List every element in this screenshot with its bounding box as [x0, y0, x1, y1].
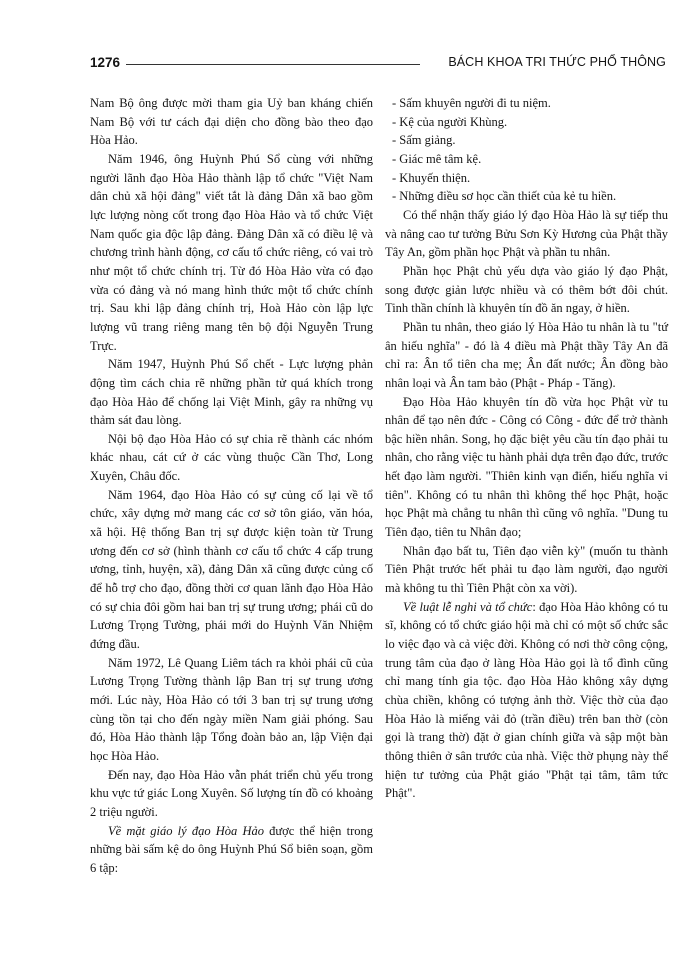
paragraph: Nam Bộ ông được mời tham gia Uỷ ban kháng chiến Nam Bộ với tư cách đại diện cho đồng bào theo đạo Hòa Hảo.	[90, 96, 373, 148]
page-number: 1276	[90, 55, 121, 70]
header-rule	[126, 64, 420, 65]
paragraph: Đạo Hòa Hảo khuyên tín đồ vừa học Phật vừ tu nhân để tạo nên đức - Công có Công - đức để trở thành bậc hiền nhân. Song, họ đặc biệt yêu cầu tín đạo phải tu nhân, cho rằng việc tu hành phải dựa trên đạo đức, trước hết đạo làm người. "Thiên kinh vạn điển, hiếu nghĩa vi tiên". Không có tu nhân thì không thể học Phật, hoặc học Phật mà chẳng tu nhân thì cũng vô nghĩa. "Dung tu Tiên đạo, tiên tu Nhân đạo;	[385, 394, 668, 540]
paragraph: Năm 1947, Huỳnh Phú Sổ chết - Lực lượng phản động tìm cách chia rẽ những phần tử quá khích trong đạo Hòa Hảo để chống lại Việt Minh, gây ra những vụ thảm sát đau lòng.	[90, 357, 373, 428]
left-column	[90, 94, 373, 878]
paragraph: Năm 1972, Lê Quang Liêm tách ra khỏi phái cũ của Lương Trọng Tường thành lập Ban trị sự trung ương mới. Lúc này, Hòa Hảo có tới 3 ban trị sự trung ương cùng tồn tại cho đến ngày miền Nam giải phóng. Sau đó, Hòa Hảo thành lập Tổng đoàn bảo an, lập Viện đại học Hòa Hảo.	[90, 655, 373, 763]
list-item: - Những điều sơ học cần thiết của kẻ tu hiền.	[392, 189, 617, 204]
page-header	[90, 55, 666, 75]
paragraph: Năm 1964, đạo Hòa Hảo có sự củng cố lại về tổ chức, xây dựng mở mang các cơ sở tôn giáo, văn hóa, xã hội. Hệ thống Ban trị sự được kiện toàn từ Trung ương đến cơ sở (hình thành cơ cấu tổ chức 4 cấp trung ương, tỉnh, huyện, xã), đảng Dân xã cũng được củng cố để hỗ trợ cho đạo, đồng thời cơ quan lãnh đạo Hòa Hảo có sự chia đôi gồm hai ban trị sự trung ương; phái cũ do Lương Trọng Tường, phái mới do Huỳnh Văn Nhiệm đứng đầu.	[90, 487, 373, 652]
list-item: - Kệ của người Khùng.	[392, 114, 508, 129]
paragraph: Nội bộ đạo Hòa Hảo có sự chia rẽ thành các nhóm khác nhau, cát cứ ở các vùng thuộc Cần Thơ, Long Xuyên, Châu đốc.	[90, 431, 373, 484]
paragraph: Nhân đạo bất tu, Tiên đạo viễn kỳ" (muốn tu thành Tiên Phật trước hết phải tu đạo làm người, đạo người mà không tu thì Tiên Phật còn xa vời).	[385, 543, 668, 596]
paragraph	[385, 598, 668, 803]
italic-lead: Về luật lễ nghi và tổ chức	[403, 599, 533, 614]
list-item: - Sấm giảng.	[392, 133, 456, 148]
paragraph: Có thể nhận thấy giáo lý đạo Hòa Hảo là sự tiếp thu và nâng cao tư tưởng Bửu Sơn Kỳ Hương của Phật thầy Tây An, gồm phần học Phật và phần tu nhân.	[385, 207, 668, 260]
paragraph: Năm 1946, ông Huỳnh Phú Sổ cùng với những người lãnh đạo Hòa Hảo thành lập tổ chức "Việt Nam dân chủ xã hội đảng" viết tắt là đảng Dân xã bao gồm lực lượng nòng cốt trong đạo Hòa Hảo và tổ chức Việt Nam quốc gia độc lập đảng. Đảng Dân xã có điều lệ và chương trình hành động, cơ cấu tổ chức riêng, có vai trò như một tổ chức chính trị. Từ đó Hòa Hảo vừa có đạo vừa có đảng và nó mang hình thức một tổ chức chính trị. Sau khi lập đảng chính trị, Hoà Hảo còn lập lực lượng vũ trang riêng mang tên bộ đội Nguyễn Trung Trực.	[90, 151, 373, 353]
paragraph-text: được thể hiện trong những bài sấm kệ do ông Huỳnh Phú Sổ biên soạn, gồm 6 tập:	[90, 823, 373, 875]
list-item: - Sấm khuyên người đi tu niệm.	[392, 96, 551, 110]
paragraph: Phần tu nhân, theo giáo lý Hòa Hảo tu nhân là tu "tứ ân hiếu nghĩa" - đó là 4 điều mà Phật thầy Tây An đã chỉ ra: Ân tổ tiên cha mẹ; Ân đất nước; Ân đồng bào nhân loại và Ân tam bảo (Phật - Pháp - Tăng).	[385, 319, 668, 390]
list-item: - Giác mê tâm kệ.	[392, 151, 482, 166]
right-column	[385, 94, 668, 803]
list-item: - Khuyến thiện.	[392, 170, 471, 185]
running-title: BÁCH KHOA TRI THỨC PHỔ THÔNG	[448, 55, 666, 69]
italic-lead: Về mặt giáo lý đạo Hòa Hảo	[108, 823, 264, 838]
paragraph	[90, 822, 373, 878]
paragraph-text: : đạo Hòa Hảo không có tu sĩ, không có tổ chức giáo hội mà chỉ có một số chức sắc lo việc đạo và cả việc đời. Không có nơi thờ công cộng, trung tâm của đạo ở làng Hòa Hảo gọi là tổ đình cũng chỉ mang tính gia tộc. đạo Hòa Hảo không xây dựng chùa chiền, không có tượng ảnh thờ. Việc thờ của đạo Hòa Hảo là miếng vải đỏ (trần điều) trên ban thờ (còn gọi là trang thờ) đặt ở gian chính giữa và sập một bàn thông thiên ở sân trước của nhà. Việc thờ phụng này thể hiện tư tưởng của Phật giáo "Phật tại tâm, tâm tức Phật".	[385, 599, 668, 801]
paragraph: Phần học Phật chủ yếu dựa vào giáo lý đạo Phật, song được giản lược nhiều và có thêm bớt đôi chút. Tinh thần chính là khuyên tín đồ ăn ngay, ở hiền.	[385, 263, 668, 316]
paragraph: Đến nay, đạo Hòa Hảo vẫn phát triển chủ yếu trong khu vực tứ giác Long Xuyên. Số lượng tín đồ có khoảng 2 triệu người.	[90, 767, 373, 819]
